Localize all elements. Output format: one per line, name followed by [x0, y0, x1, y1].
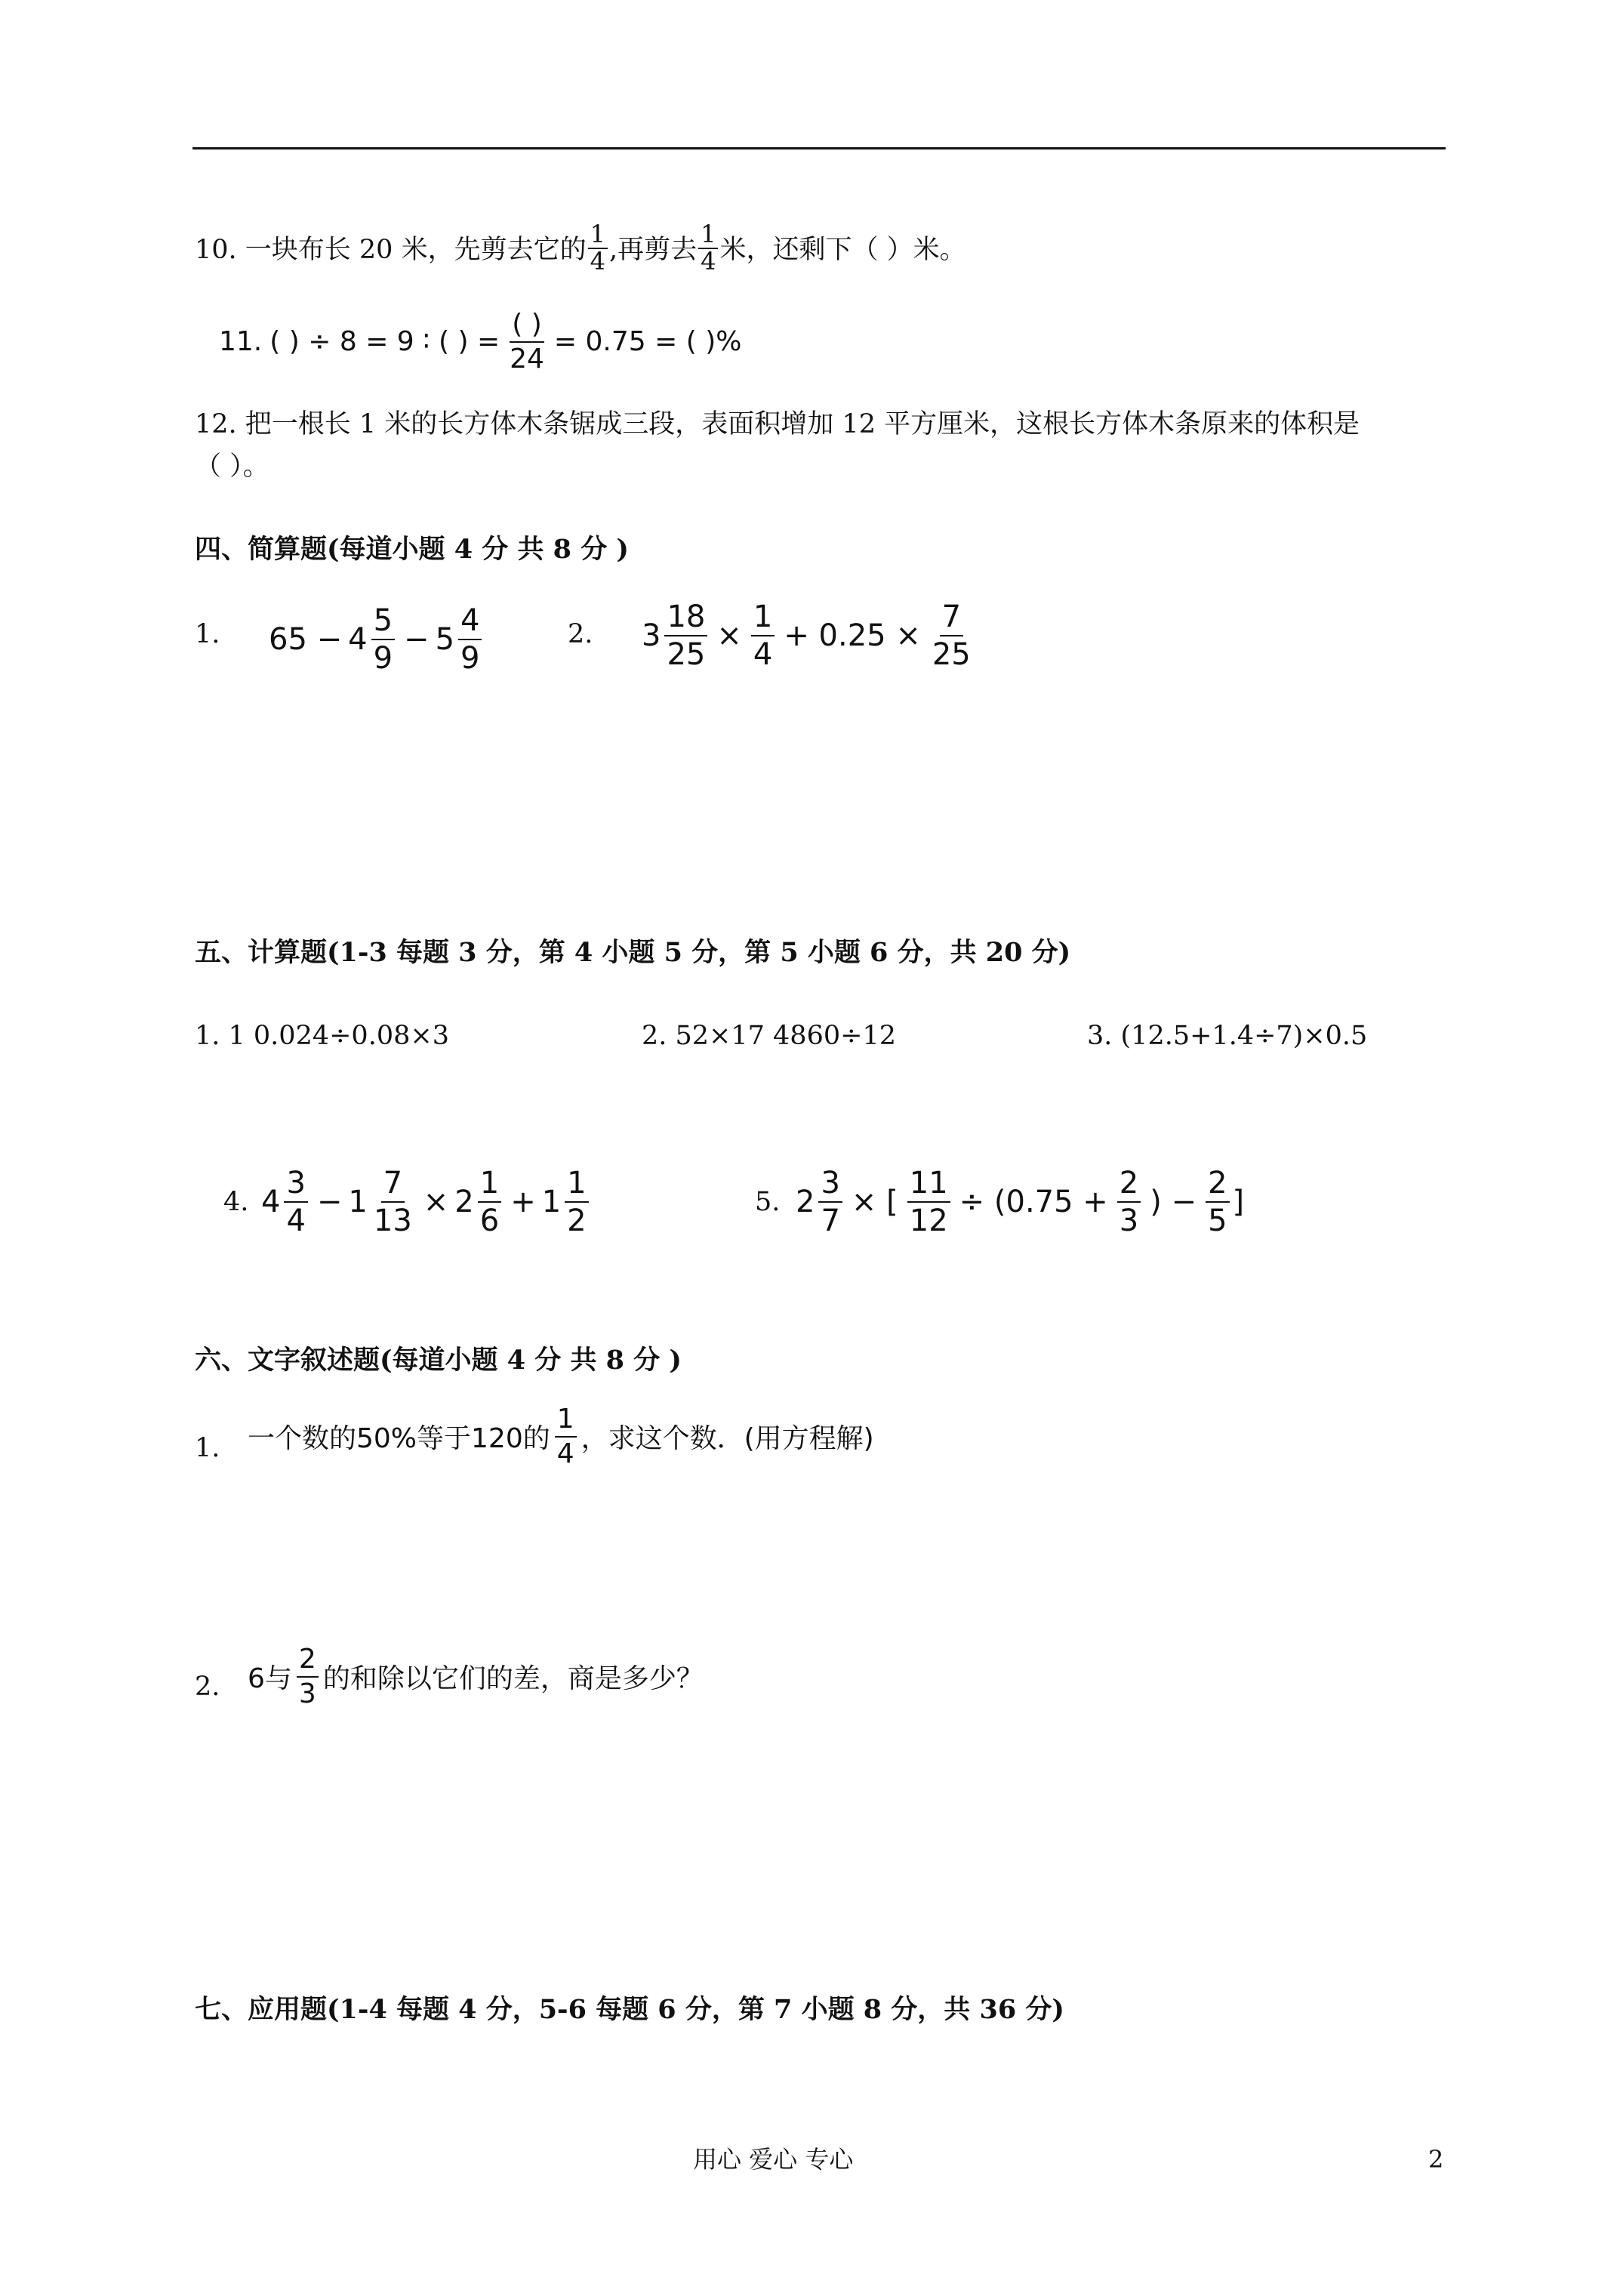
s5-q2: 2. 52×17 4860÷12 [642, 1021, 896, 1051]
section-5-title: 五、计算题(1-3 每题 3 分，第 4 小题 5 分，第 5 小题 6 分，共 20 分) [195, 937, 1071, 968]
q11-numerator: ( ) [510, 310, 544, 343]
s5-q5-n2: 11 [907, 1166, 950, 1203]
question-12-line-1: 12. 把一根长 1 米的长方体木条锯成三段，表面积增加 12 平方厘米，这根长方体木条原来的体积是 [195, 409, 1360, 439]
s4-q2-fraction-2 [751, 600, 775, 671]
q10-suffix: 米，还剩下（ ）米。 [719, 234, 966, 265]
s6-q2-pre: 6与 [248, 1663, 292, 1695]
s4-q1-w2: 5 [435, 622, 455, 657]
s5-q5-label: 5. [755, 1187, 781, 1217]
s5-q4-w4: 1 [541, 1185, 562, 1219]
s5-q4-fraction-2 [371, 1166, 414, 1237]
s6-q2-post: 的和除以它们的差，商是多少？ [322, 1663, 704, 1695]
s5-q5-c: ) − [1150, 1185, 1197, 1219]
s4-q2-d2: 4 [753, 637, 773, 672]
s6-q1-numerator: 1 [555, 1404, 577, 1438]
s6-q2-label: 2. [195, 1672, 220, 1702]
s6-q1-fraction [555, 1404, 577, 1469]
s6-q1-pre: 一个数的50%等于120的 [248, 1423, 550, 1455]
s6-q2-numerator: 2 [297, 1644, 319, 1678]
s4-q2-label: 2. [568, 619, 593, 649]
section-7-title: 七、应用题(1-4 每题 4 分，5-6 每题 6 分，第 7 小题 8 分，共 36 分) [195, 1994, 1064, 2025]
s5-q5-expression [796, 1166, 1244, 1237]
s6-q1-post: ，求这个数．(用方程解) [581, 1423, 874, 1455]
s5-q5-a: × [ [851, 1185, 898, 1219]
s5-q4-d3: 6 [479, 1203, 500, 1238]
s5-q4-expression [261, 1166, 592, 1237]
s5-q5-d1: 7 [821, 1203, 840, 1238]
s4-q2-mid: + 0.25 × [784, 618, 921, 653]
s5-q5-b: ÷ (0.75 + [959, 1185, 1108, 1219]
s5-q1: 1. 1 0.024÷0.08×3 [195, 1021, 449, 1051]
question-10 [195, 220, 966, 276]
s4-q2-n1: 18 [664, 600, 707, 636]
s5-q4-w2: 1 [348, 1185, 368, 1219]
s4-q1-n1: 5 [371, 604, 395, 640]
s4-q1-w1: 4 [348, 622, 368, 657]
s6-q2-text [248, 1644, 704, 1709]
s5-q5-fraction-1 [818, 1166, 842, 1237]
q10-fraction-2 [698, 222, 718, 274]
s6-q2-fraction [297, 1644, 319, 1709]
q10-prefix: 10. 一块布长 20 米，先剪去它的 [195, 234, 587, 265]
q11-denominator: 24 [510, 343, 544, 374]
s4-q1-label: 1. [195, 619, 220, 649]
header-rule [192, 147, 1446, 149]
s5-q4-n2: 7 [381, 1166, 405, 1203]
question-11 [219, 310, 741, 374]
s5-q4-fraction-4 [565, 1166, 588, 1237]
question-12-line-2: （ ）。 [195, 451, 269, 482]
s5-q4-d2: 13 [373, 1203, 412, 1238]
q11-fraction [507, 310, 547, 374]
section-6-title: 六、文字叙述题(每道小题 4 分 共 8 分 ) [195, 1345, 682, 1376]
q11-part1: ( ) ÷ 8 = 9 ∶ ( ) = [269, 326, 500, 358]
s5-q5-d3: 3 [1119, 1203, 1139, 1238]
s4-q1-d2: 9 [460, 641, 480, 676]
s5-q5-n3: 2 [1117, 1166, 1141, 1203]
section-4-title: 四、简算题(每道小题 4 分 共 8 分 ) [195, 534, 629, 565]
s5-q4-fraction-1 [284, 1166, 307, 1237]
s4-q1-n2: 4 [458, 604, 482, 640]
s4-q2-d3: 25 [932, 637, 971, 672]
s4-q2-expression [642, 600, 976, 671]
s4-q2-op1: × [716, 618, 742, 653]
q11-label: 11. [219, 326, 263, 358]
s4-q2-w1: 3 [642, 618, 661, 653]
s5-q4-w3: 2 [454, 1185, 474, 1219]
s4-q2-n2: 1 [751, 600, 775, 636]
q11-part2: = 0.75 = ( )% [553, 326, 742, 358]
s4-q1-a: 65 − [269, 622, 343, 657]
s4-q2-fraction-1 [664, 600, 707, 671]
s4-q2-d1: 25 [667, 637, 706, 672]
s6-q1-denominator: 4 [556, 1438, 574, 1469]
q10-fraction-1 [588, 222, 608, 274]
s4-q1-op: − [404, 622, 430, 657]
s5-q5-n4: 2 [1206, 1166, 1229, 1203]
s4-q1-fraction-1 [371, 604, 395, 675]
s6-q2-denominator: 3 [298, 1678, 316, 1709]
q10-f1-denominator: 4 [590, 246, 605, 276]
s5-q5-w1: 2 [796, 1185, 815, 1219]
s5-q4-w1: 4 [261, 1185, 281, 1219]
footer-motto: 用心 爱心 专心 [693, 2145, 854, 2174]
s4-q1-expression [269, 604, 485, 675]
s5-q4-op1: − [316, 1185, 343, 1219]
s5-q4-n4: 1 [565, 1166, 588, 1203]
s5-q5-fraction-2 [907, 1166, 950, 1237]
s5-q4-d4: 2 [567, 1203, 587, 1238]
s5-q4-label: 4. [223, 1187, 249, 1217]
s5-q4-fraction-3 [478, 1166, 501, 1237]
s4-q2-n3: 7 [940, 600, 963, 636]
s5-q5-fraction-3 [1117, 1166, 1141, 1237]
q10-mid: ,再剪去 [608, 234, 698, 265]
s5-q4-op2: × [423, 1185, 449, 1219]
s5-q4-n1: 3 [284, 1166, 307, 1203]
s5-q4-d1: 4 [286, 1203, 306, 1238]
q10-f2-numerator: 1 [698, 222, 718, 249]
s5-q5-d: ] [1232, 1185, 1245, 1219]
s4-q1-fraction-2 [458, 604, 482, 675]
s5-q5-n1: 3 [818, 1166, 842, 1203]
s5-q4-n3: 1 [478, 1166, 501, 1203]
s6-q1-text [248, 1404, 874, 1469]
s5-q5-d4: 5 [1208, 1203, 1227, 1238]
s5-q4-op3: + [510, 1185, 536, 1219]
q10-f2-denominator: 4 [701, 246, 716, 276]
s4-q1-d1: 9 [373, 641, 393, 676]
q10-f1-numerator: 1 [588, 222, 608, 249]
s5-q5-d2: 12 [909, 1203, 948, 1238]
s4-q2-fraction-3 [930, 600, 973, 671]
s5-q5-fraction-4 [1206, 1166, 1229, 1237]
s6-q1-label: 1. [195, 1433, 220, 1463]
s5-q3: 3. (12.5+1.4÷7)×0.5 [1087, 1021, 1368, 1051]
page-number: 2 [1428, 2145, 1444, 2174]
